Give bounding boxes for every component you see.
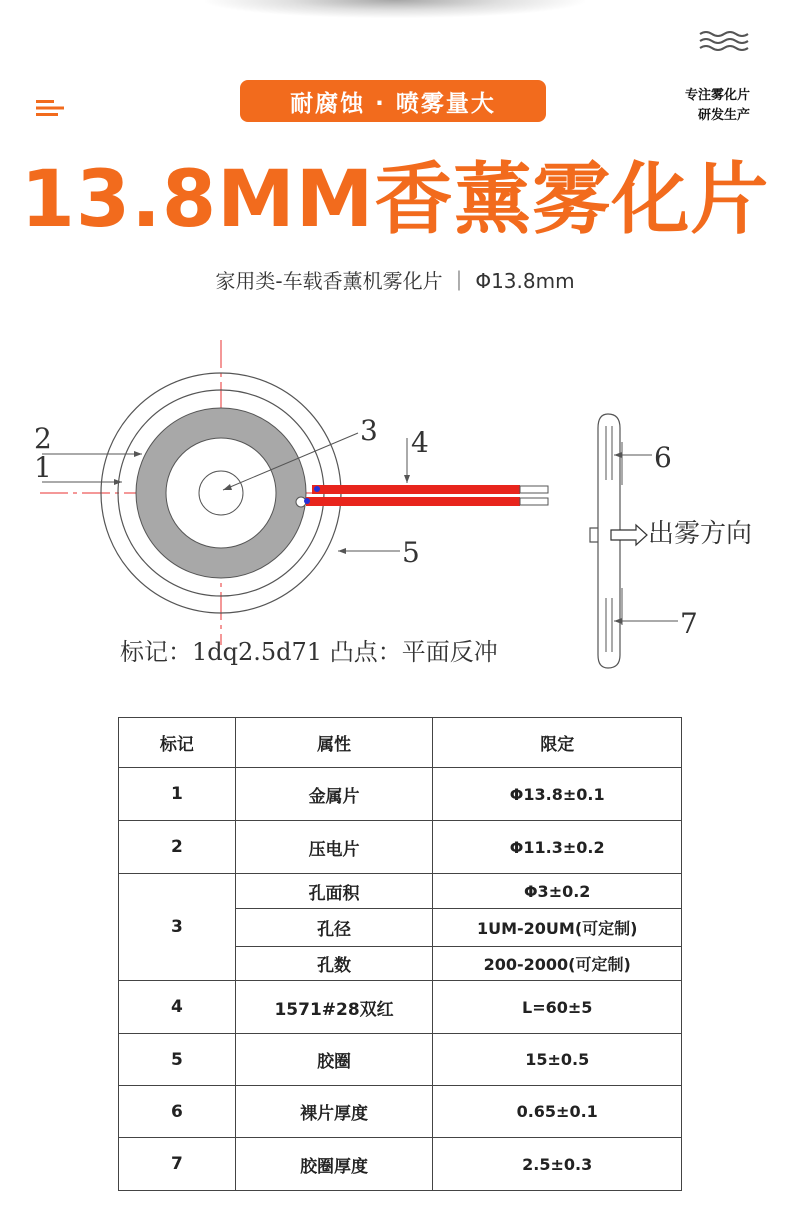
center-hole xyxy=(199,471,243,515)
label-6: 6 xyxy=(654,441,672,474)
label-2: 2 xyxy=(34,422,52,455)
row-attr: 孔数 xyxy=(235,947,433,981)
row-mark: 1 xyxy=(119,768,236,821)
row-limit: 0.65±0.1 xyxy=(433,1086,682,1138)
header-attr: 属性 xyxy=(235,718,433,768)
header-limit: 限定 xyxy=(433,718,682,768)
row-attr: 1571#28双红 xyxy=(235,981,433,1034)
label-4: 4 xyxy=(411,426,429,459)
row-limit: 1UM-20UM(可定制) xyxy=(433,909,682,947)
side-view-outline xyxy=(598,414,620,668)
wire-bottom xyxy=(306,497,520,506)
wire-joint-bottom xyxy=(304,498,310,504)
row-limit: Φ3±0.2 xyxy=(433,874,682,909)
wave-icon xyxy=(698,30,750,52)
row-limit: 15±0.5 xyxy=(433,1034,682,1086)
atomizer-diagram xyxy=(0,330,790,690)
row-attr: 孔径 xyxy=(235,909,433,947)
row-attr: 裸片厚度 xyxy=(235,1086,433,1138)
row-attr: 胶圈厚度 xyxy=(235,1138,433,1191)
wire-joint-top xyxy=(314,486,320,492)
spray-direction-label: 出雾方向 xyxy=(648,519,753,549)
row-attr: 胶圈 xyxy=(235,1034,433,1086)
label-1: 1 xyxy=(34,451,52,484)
wire-top xyxy=(312,485,520,494)
tagline-line1: 专注雾化片 xyxy=(684,88,750,103)
table-row xyxy=(119,1138,682,1191)
table-row xyxy=(119,1034,682,1086)
label-7: 7 xyxy=(680,607,698,640)
row-mark: 3 xyxy=(119,874,236,981)
header-mark: 标记 xyxy=(119,718,236,768)
row-limit: L=60±5 xyxy=(433,981,682,1034)
row-limit: 2.5±0.3 xyxy=(433,1138,682,1191)
row-attr: 压电片 xyxy=(235,821,433,874)
row-mark: 2 xyxy=(119,821,236,874)
wire-top-tip xyxy=(520,486,548,493)
row-mark: 7 xyxy=(119,1138,236,1191)
feature-badge: 耐腐蚀 · 喷雾量大 xyxy=(240,80,546,122)
menu-icon[interactable] xyxy=(36,98,66,118)
page-subtitle: 家用类-车载香薰机雾化片 ｜ Φ13.8mm xyxy=(215,269,575,293)
diagram-note: 标记：1dq2.5d71 凸点：平面反冲 xyxy=(120,638,498,666)
tagline xyxy=(685,86,750,126)
page-title: 13.8MM香薰雾化片 xyxy=(20,155,770,245)
table-header-row xyxy=(119,718,682,768)
row-limit: Φ11.3±0.2 xyxy=(433,821,682,874)
top-shadow-decoration xyxy=(205,0,585,18)
table-row xyxy=(119,1086,682,1138)
table-row xyxy=(119,821,682,874)
row-limit: Φ13.8±0.1 xyxy=(433,768,682,821)
row-mark: 4 xyxy=(119,981,236,1034)
label-5: 5 xyxy=(402,536,420,569)
spec-table xyxy=(118,717,682,1191)
row-mark: 6 xyxy=(119,1086,236,1138)
label-3: 3 xyxy=(360,414,378,447)
table-row xyxy=(119,981,682,1034)
row-limit: 200-2000(可定制) xyxy=(433,947,682,981)
row-attr: 孔面积 xyxy=(235,874,433,909)
table-row xyxy=(119,874,682,909)
wire-bottom-tip xyxy=(520,498,548,505)
row-mark: 5 xyxy=(119,1034,236,1086)
tagline-line2: 研发生产 xyxy=(697,108,750,123)
row-attr: 金属片 xyxy=(235,768,433,821)
table-row xyxy=(119,768,682,821)
